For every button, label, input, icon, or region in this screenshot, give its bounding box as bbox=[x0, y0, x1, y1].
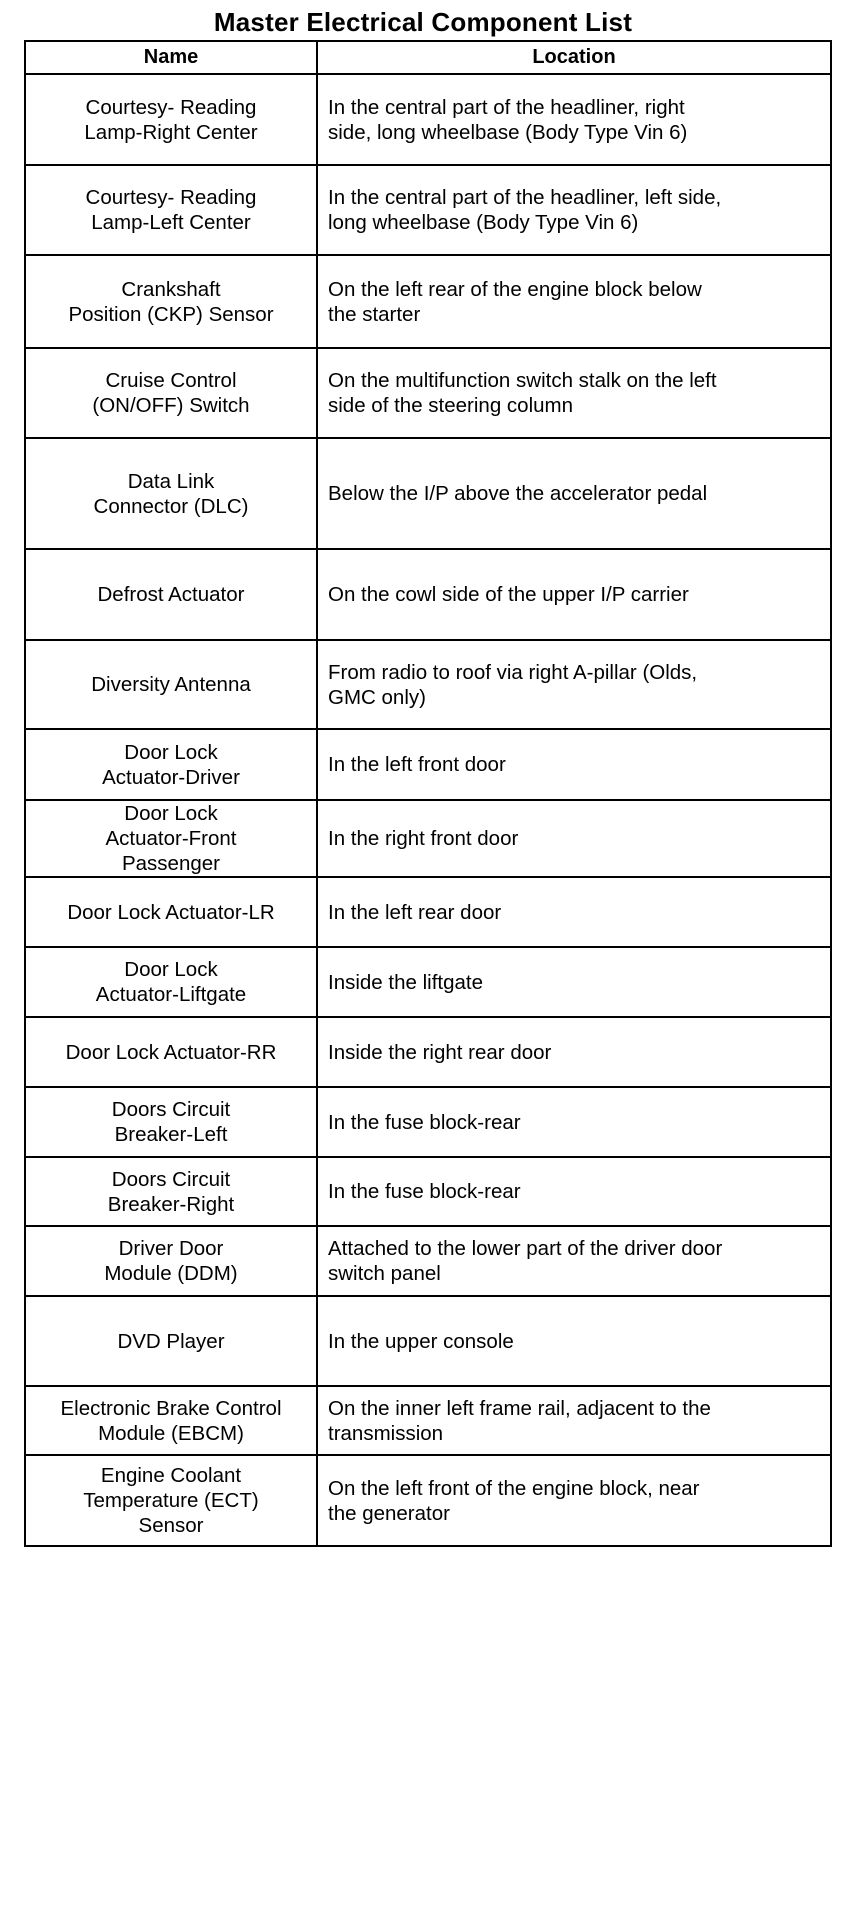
component-location-cell bbox=[317, 640, 831, 729]
component-location: Inside the right rear door bbox=[328, 1040, 552, 1064]
component-name: Door Lock Actuator-Driver bbox=[102, 740, 240, 789]
component-location: Attached to the lower part of the driver door switch panel bbox=[328, 1237, 723, 1285]
component-location: On the inner left frame rail, adjacent to the transmission bbox=[328, 1396, 711, 1445]
component-location-cell bbox=[317, 1157, 831, 1226]
component-location: In the left rear door bbox=[328, 900, 502, 924]
component-name-cell bbox=[25, 1296, 317, 1386]
component-location-cell bbox=[317, 1087, 831, 1157]
component-name: Courtesy- Reading Lamp-Left Center bbox=[85, 186, 257, 234]
component-name-cell bbox=[25, 800, 317, 877]
table-row bbox=[25, 640, 831, 729]
component-location: On the cowl side of the upper I/P carrier bbox=[328, 583, 689, 606]
table-row bbox=[25, 348, 831, 438]
table-row bbox=[25, 1386, 831, 1455]
component-name-cell bbox=[25, 1087, 317, 1157]
component-name-cell bbox=[25, 1455, 317, 1546]
component-name-cell bbox=[25, 348, 317, 438]
table-row bbox=[25, 1455, 831, 1546]
component-name-cell bbox=[25, 255, 317, 348]
column-header-name: Name bbox=[25, 41, 317, 74]
component-location-cell bbox=[317, 549, 831, 640]
component-name-cell bbox=[25, 1386, 317, 1455]
table-row bbox=[25, 549, 831, 640]
component-location: On the left rear of the engine block below the starter bbox=[328, 277, 702, 326]
component-location-cell bbox=[317, 877, 831, 947]
component-location-cell bbox=[317, 348, 831, 438]
component-name: Door Lock Actuator-RR bbox=[65, 1040, 277, 1064]
component-location: In the right front door bbox=[328, 827, 519, 850]
component-location: Below the I/P above the accelerator pedal bbox=[328, 482, 708, 505]
component-location-cell bbox=[317, 947, 831, 1017]
component-location-cell bbox=[317, 1455, 831, 1546]
component-name-cell bbox=[25, 165, 317, 255]
component-table bbox=[24, 40, 832, 1547]
component-name: Crankshaft Position (CKP) Sensor bbox=[68, 277, 274, 326]
component-location-cell bbox=[317, 74, 831, 165]
component-location: In the left front door bbox=[328, 753, 506, 776]
component-name-cell bbox=[25, 947, 317, 1017]
component-name-cell bbox=[25, 729, 317, 800]
component-name: Doors Circuit Breaker-Right bbox=[107, 1167, 235, 1216]
component-name-cell bbox=[25, 640, 317, 729]
component-name: Diversity Antenna bbox=[91, 673, 251, 696]
component-location-cell bbox=[317, 165, 831, 255]
component-name-cell bbox=[25, 438, 317, 549]
component-name-cell bbox=[25, 549, 317, 640]
component-location-cell bbox=[317, 1386, 831, 1455]
component-location-cell bbox=[317, 800, 831, 877]
component-name: Door Lock Actuator-Front Passenger bbox=[105, 802, 237, 875]
component-location: On the left front of the engine block, near the generator bbox=[328, 1476, 700, 1525]
table-row bbox=[25, 165, 831, 255]
component-location-cell bbox=[317, 1017, 831, 1087]
component-location: Inside the liftgate bbox=[328, 970, 483, 994]
component-name: Cruise Control (ON/OFF) Switch bbox=[92, 369, 250, 417]
table-row bbox=[25, 1296, 831, 1386]
component-name: Doors Circuit Breaker-Left bbox=[111, 1098, 231, 1146]
table-row bbox=[25, 74, 831, 165]
table-row bbox=[25, 1226, 831, 1296]
component-name-cell bbox=[25, 1157, 317, 1226]
table-header-row bbox=[25, 41, 831, 74]
table-row bbox=[25, 877, 831, 947]
component-name: Door Lock Actuator-Liftgate bbox=[95, 958, 247, 1006]
component-location: In the central part of the headliner, right side, long wheelbase (Body Type Vin 6) bbox=[328, 95, 688, 144]
document-title: Master Electrical Component List bbox=[213, 7, 633, 37]
table-body bbox=[25, 74, 831, 1546]
component-name-cell bbox=[25, 877, 317, 947]
component-location-cell bbox=[317, 255, 831, 348]
component-name-cell bbox=[25, 1226, 317, 1296]
component-name: Engine Coolant Temperature (ECT) Sensor bbox=[83, 1464, 259, 1537]
table-row bbox=[25, 1017, 831, 1087]
component-name: DVD Player bbox=[117, 1329, 225, 1353]
component-location: In the upper console bbox=[328, 1329, 514, 1353]
component-name: Driver Door Module (DDM) bbox=[104, 1237, 238, 1285]
table-row bbox=[25, 729, 831, 800]
component-location: In the central part of the headliner, left side, long wheelbase (Body Type Vin 6) bbox=[328, 186, 722, 234]
component-name: Door Lock Actuator-LR bbox=[67, 900, 275, 924]
component-location-cell bbox=[317, 438, 831, 549]
table-row bbox=[25, 800, 831, 877]
component-location: From radio to roof via right A-pillar (Olds, GMC only) bbox=[328, 660, 698, 709]
table-row bbox=[25, 255, 831, 348]
component-name-cell bbox=[25, 74, 317, 165]
component-location: In the fuse block-rear bbox=[328, 1110, 521, 1134]
table-row bbox=[25, 947, 831, 1017]
column-header-location: Location bbox=[317, 41, 831, 74]
component-name: Electronic Brake Control Module (EBCM) bbox=[60, 1396, 282, 1445]
table-row bbox=[25, 1157, 831, 1226]
component-location: On the multifunction switch stalk on the left side of the steering column bbox=[328, 369, 717, 417]
component-location-cell bbox=[317, 1226, 831, 1296]
component-name-cell bbox=[25, 1017, 317, 1087]
component-location-cell bbox=[317, 729, 831, 800]
table-row bbox=[25, 1087, 831, 1157]
component-name: Defrost Actuator bbox=[97, 583, 245, 606]
component-location-cell bbox=[317, 1296, 831, 1386]
component-name: Courtesy- Reading Lamp-Right Center bbox=[84, 95, 258, 144]
component-location: In the fuse block-rear bbox=[328, 1180, 521, 1203]
table-row bbox=[25, 438, 831, 549]
component-name: Data Link Connector (DLC) bbox=[93, 469, 249, 518]
